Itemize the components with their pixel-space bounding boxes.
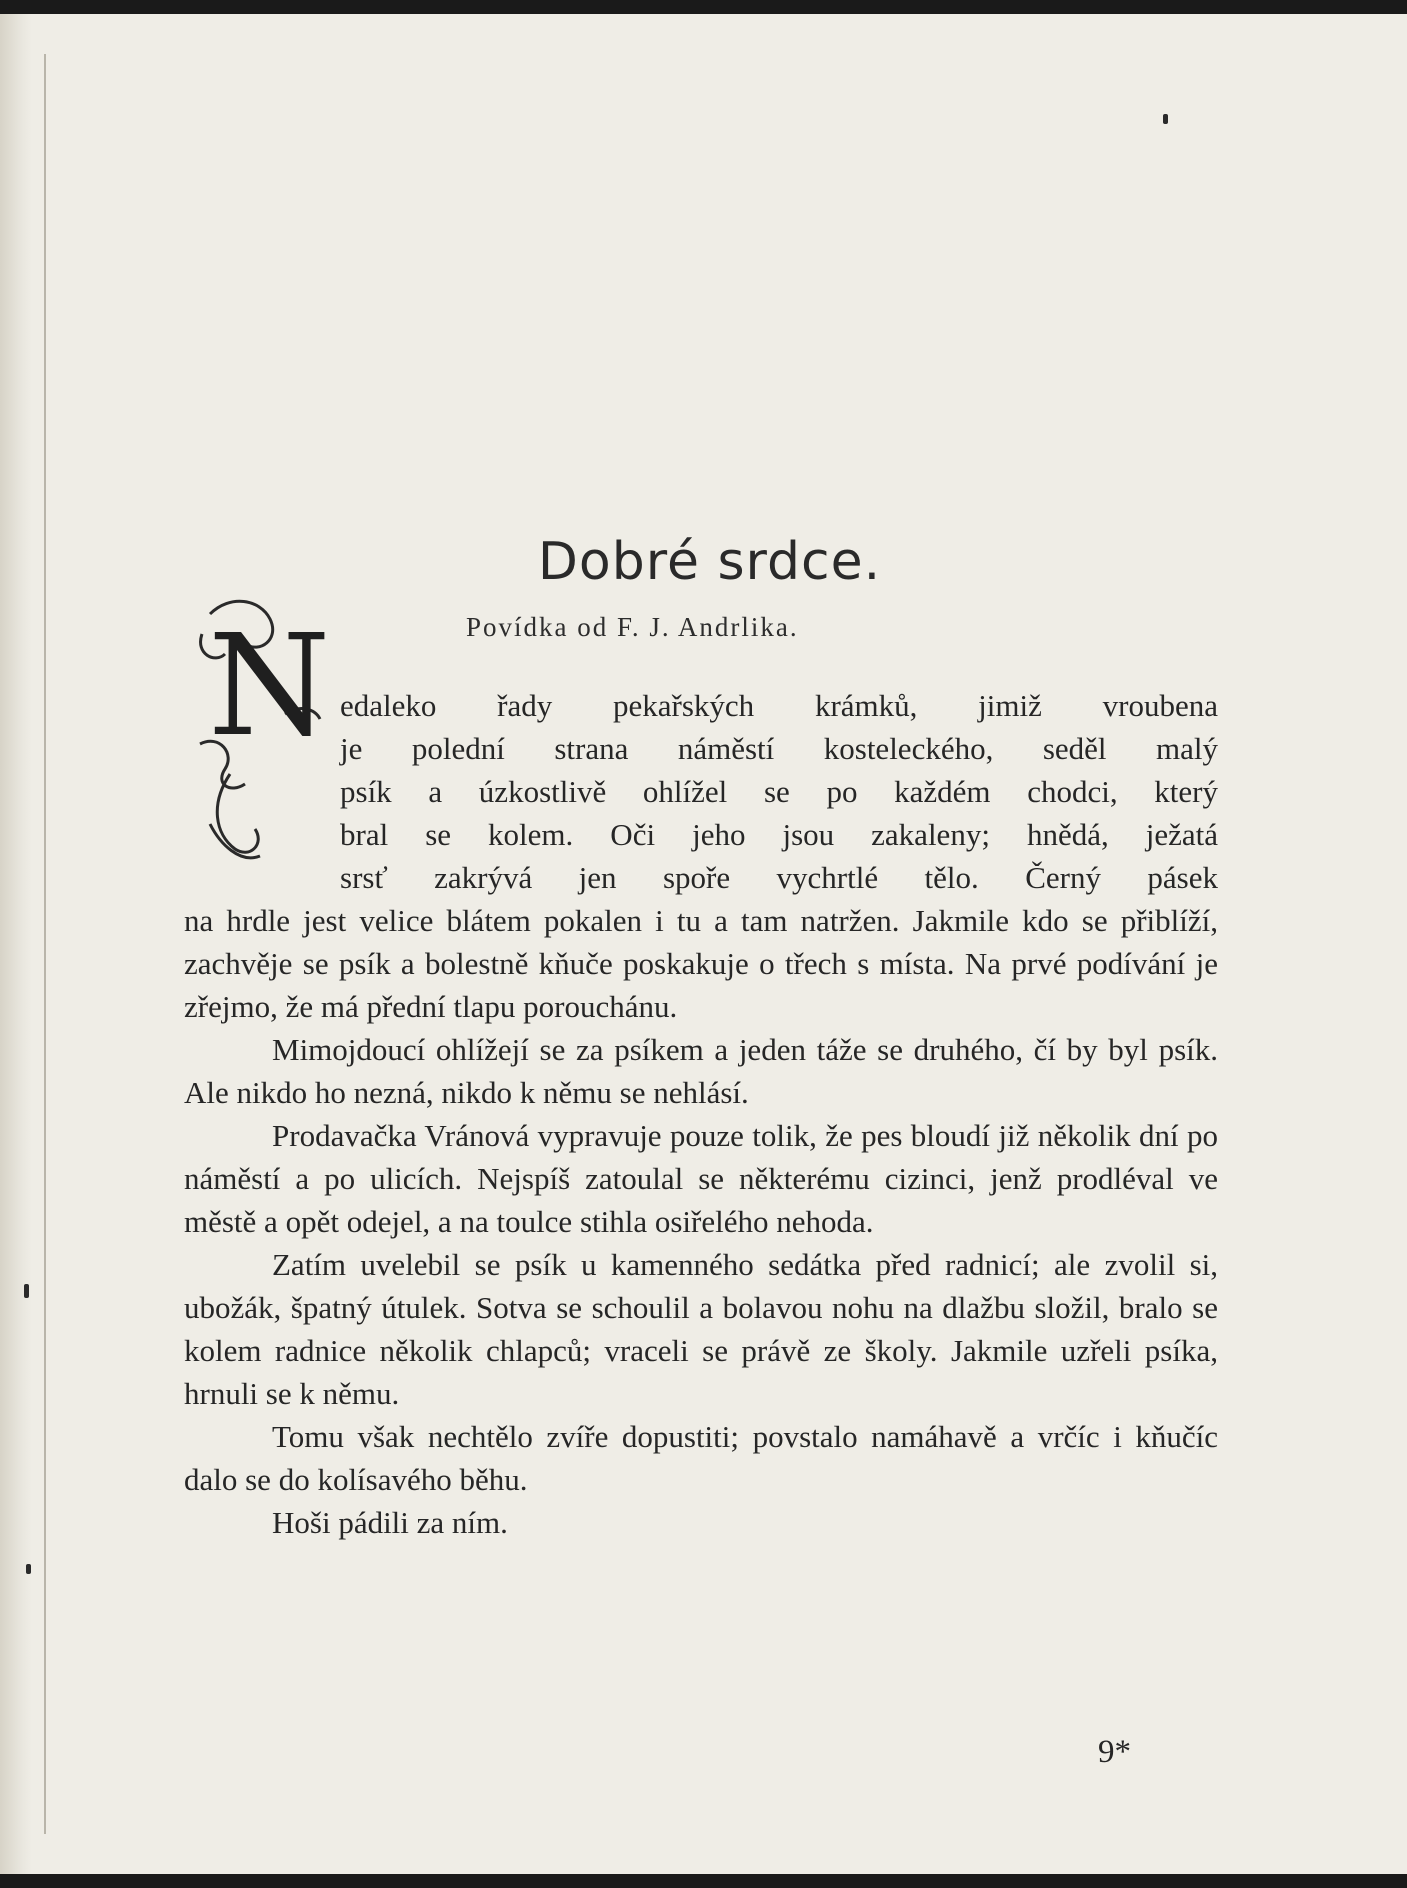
lead-line: srsť zakrývá jen spoře vychrtlé tělo. Černý pásek xyxy=(340,860,1218,895)
lead-line: edaleko řady pekařských krámků, jimiž vroubena xyxy=(340,688,1218,723)
story-subtitle: Povídka od F. J. Andrlika. xyxy=(466,612,799,642)
lead-line: psík a úzkostlivě ohlížel se po každém chodci, který xyxy=(340,774,1218,809)
story-body xyxy=(184,684,1218,1544)
story-title: Dobré srdce. xyxy=(537,532,882,592)
paragraph-5: Tomu však nechtělo zvíře dopustiti; povstalo namáhavě a vrčíc i kňučíc dalo se do kolísavého běhu. xyxy=(184,1419,1218,1497)
ink-speck xyxy=(24,1284,29,1298)
ink-speck xyxy=(26,1564,31,1574)
page-number: 9* xyxy=(1098,1734,1131,1770)
lead-line: bral se kolem. Oči jeho jsou zakaleny; hnědá, ježatá xyxy=(340,817,1218,852)
book-page xyxy=(0,14,1407,1874)
lead-line: je polední strana náměstí kosteleckého, seděl malý xyxy=(340,731,1218,766)
binding-line xyxy=(44,54,46,1834)
svg-text:N: N xyxy=(208,605,331,768)
paragraph-1-continuation: na hrdle jest velice blátem pokalen i tu a tam natržen. Jakmile kdo se přiblíží, zachvěje se psík a bolestně kňuče poskakuje o třech s místa. Na prvé podívání je zřejmo, že má přední tlapu porouchánu. xyxy=(184,903,1218,1024)
binding-edge xyxy=(0,14,32,1874)
paragraph-4: Zatím uvelebil se psík u kamenného sedátka před radnicí; ale zvolil si, ubožák, špatný útulek. Sotva se schoulil a bolavou nohu na dlažbu složil, bralo se kolem radnice několik chlapců; vraceli se právě ze školy. Jakmile uzřeli psíka, hrnuli se k němu. xyxy=(184,1247,1218,1411)
paragraph-2: Mimojdoucí ohlížejí se za psíkem a jeden táže se druhého, čí by byl psík. Ale nikdo ho nezná, nikdo k němu se nehlásí. xyxy=(184,1032,1218,1110)
paragraph-6: Hoši pádili za ním. xyxy=(272,1505,508,1540)
ink-speck xyxy=(1163,114,1168,124)
paragraph-3: Prodavačka Vránová vypravuje pouze tolik, že pes bloudí již několik dní po náměstí a po ulicích. Nejspíš zatoulal se některému cizinci, jenž prodléval ve městě a opět odejel, a na toulce stihla osiřelého nehoda. xyxy=(184,1118,1218,1239)
